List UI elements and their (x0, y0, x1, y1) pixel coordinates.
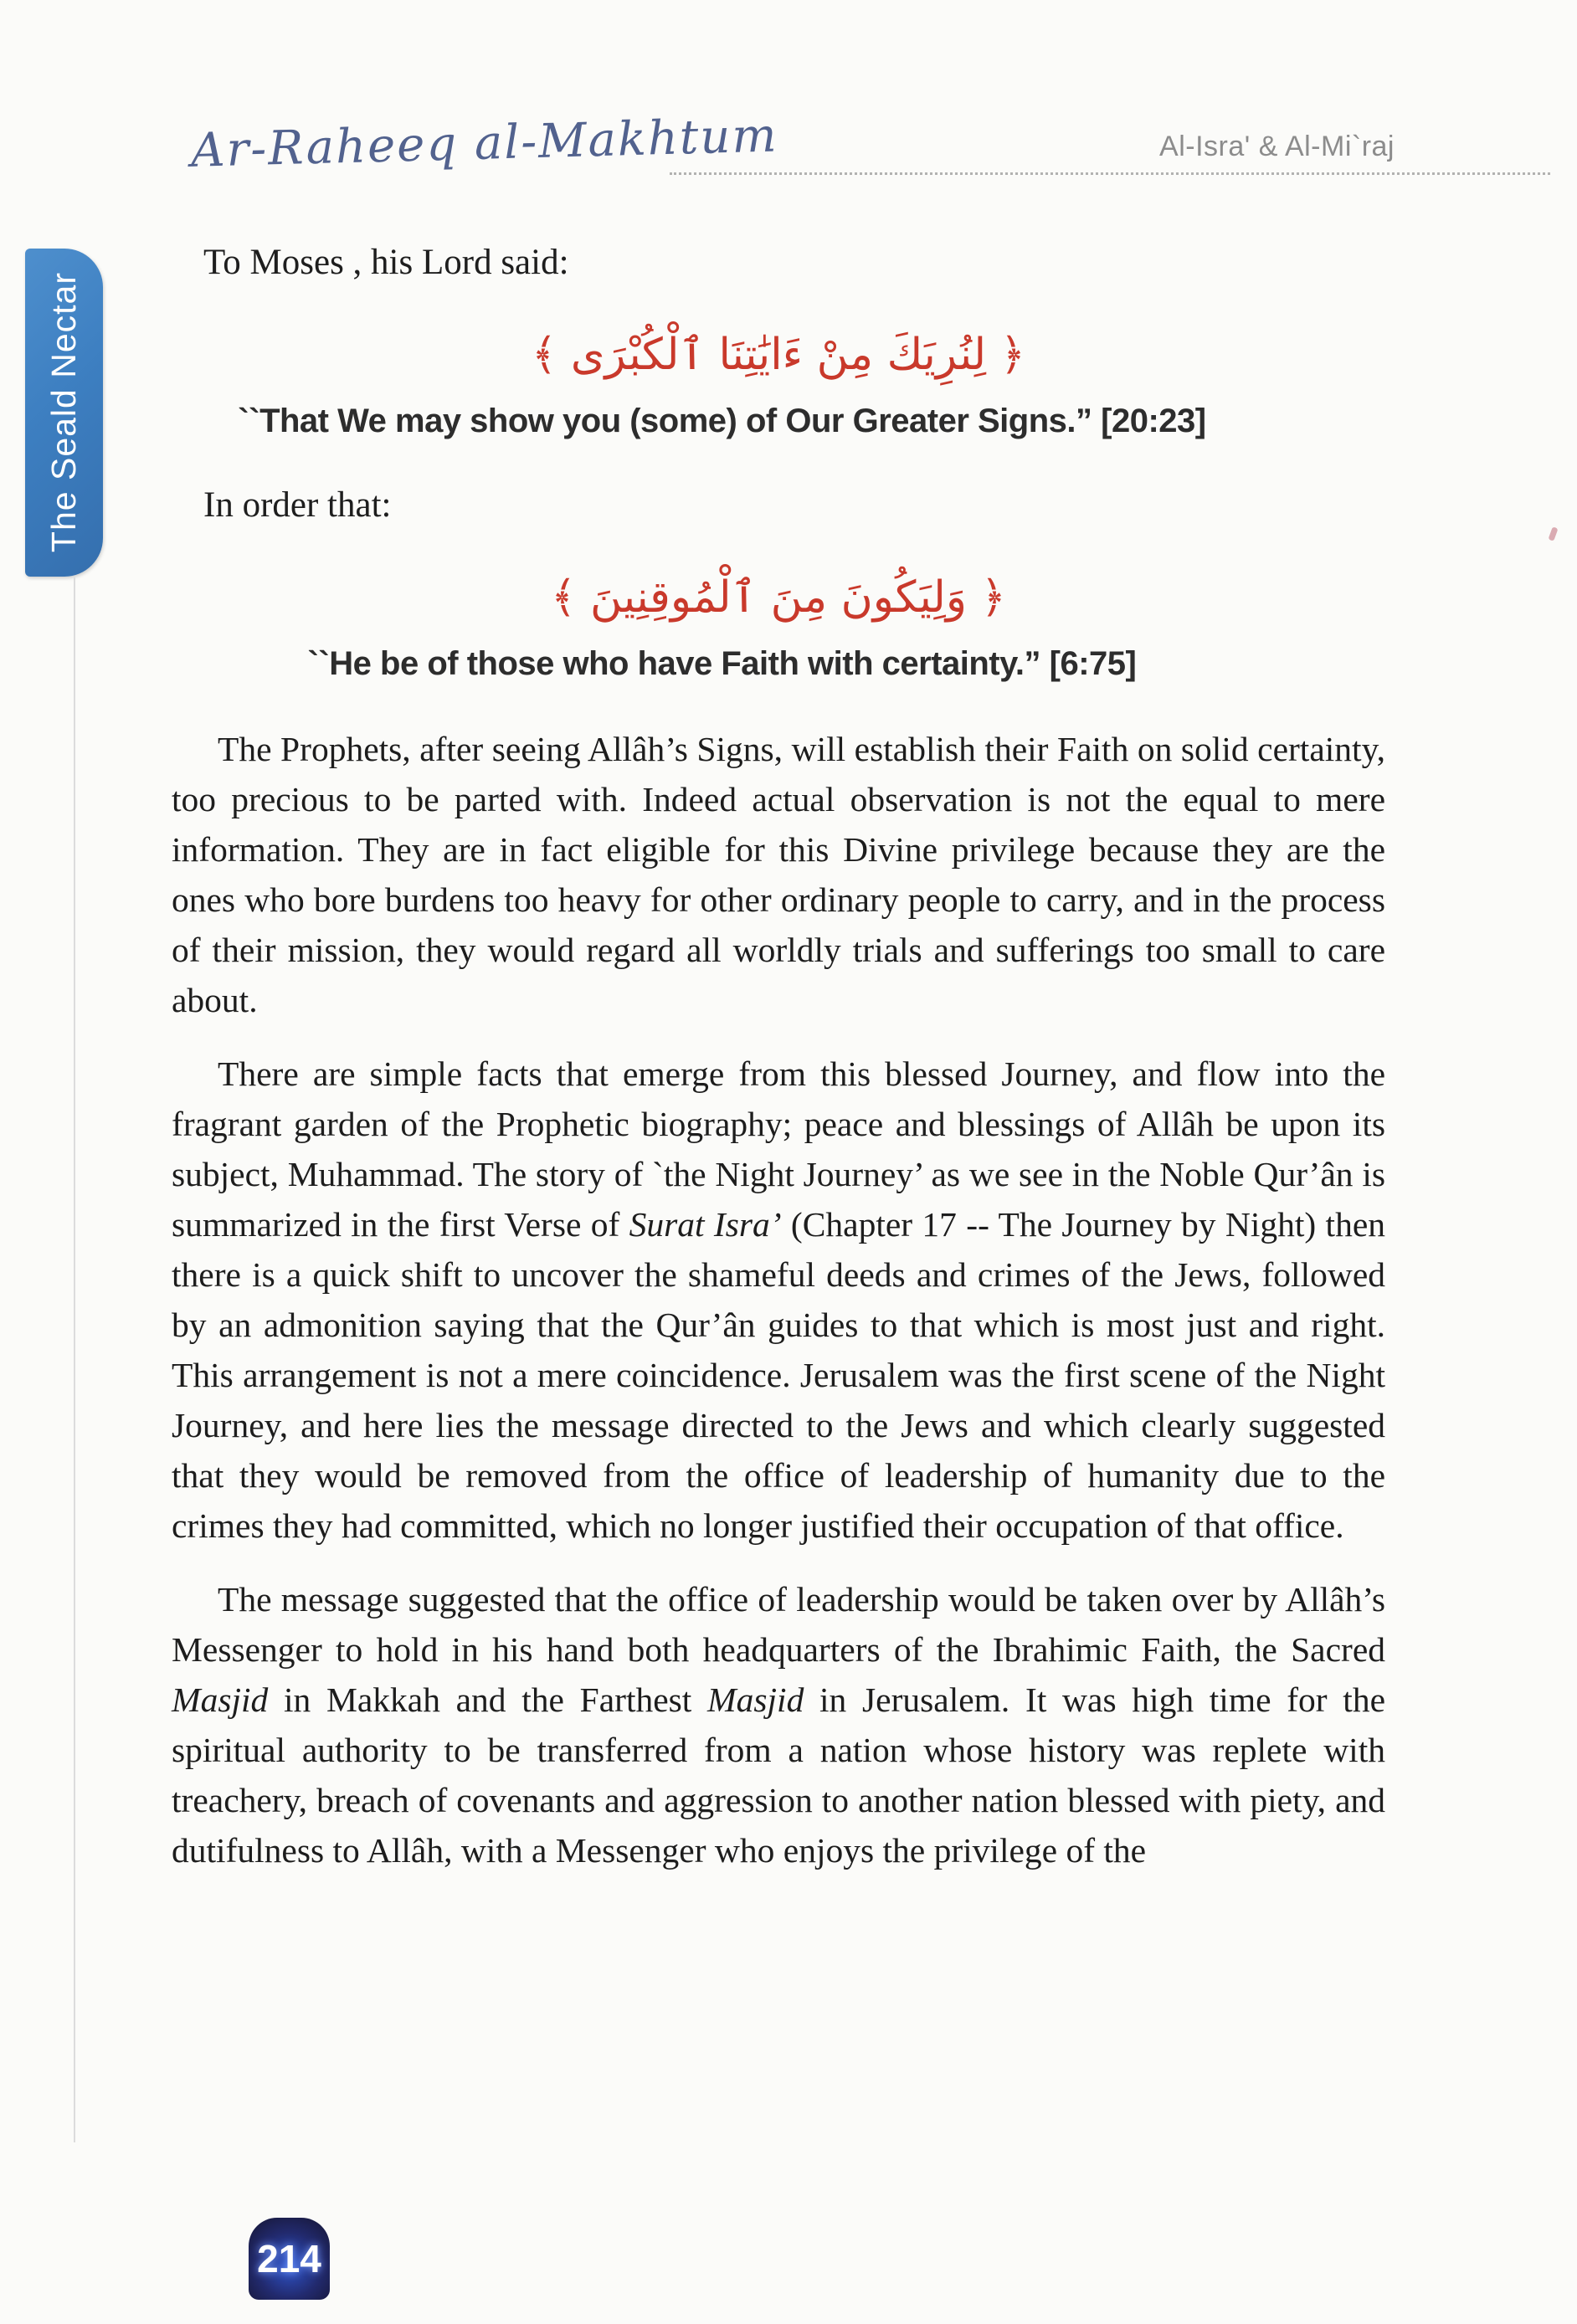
page-body (172, 239, 1385, 1875)
verse-1-arabic: ﴿ لِنُرِيَكَ مِنْ ءَايَٰتِنَا ٱلْكُبْرَى ﴾ (531, 330, 1026, 380)
paragraph-3: The message suggested that the office of leadership would be taken over by Allâh’s Messenger to hold in his hand both headquarters of the Ibrahimic Faith, the Sacred Masjid in Makkah and the Farthest Masjid in Jerusalem. It was high time for the spiritual authority to be transferred from a nation whose history was replete with treachery, breach of covenants and aggression to another nation blessed with piety, and dutifulness to Allâh, with a Messenger who enjoys the privilege of the (172, 1580, 1385, 1870)
scan-artifact (1548, 526, 1558, 541)
left-margin-line (74, 577, 75, 2142)
verse-2-arabic: ﴿ وَلِيَكُونَ مِنَ ٱلْمُوقِنِينَ ﴾ (551, 572, 1006, 623)
sidebar-tab (25, 249, 103, 577)
intro-line-1: To Moses , his Lord said: (203, 243, 569, 282)
verse-2-translation: ``He be of those who have Faith with certainty.” [6:75] (307, 645, 1137, 682)
paragraph-1: The Prophets, after seeing Allâh’s Signs, will establish their Faith on solid certainty, too precious to be parted with. Indeed actual observation is not the equal to mere information. They are in fact eligible for this Divine privilege because they are the ones who bore burdens too heavy for other ordinary people to carry, and in the process of their mission, they would regard all worldly trials and sufferings too small to care about. (172, 730, 1385, 1019)
sidebar-tab-label: The Seald Nectar (44, 272, 83, 553)
page-number: 214 (257, 2237, 321, 2280)
page-number-badge (249, 2218, 330, 2300)
verse-1-translation: ``That We may show you (some) of Our Greater Signs.” [20:23] (238, 403, 1206, 439)
intro-line-2: In order that: (203, 485, 392, 525)
chapter-title: Al-Isra' & Al-Mi`raj (1159, 131, 1395, 162)
paragraph-2: There are simple facts that emerge from this blessed Journey, and flow into the fragrant garden of the Prophetic biography; peace and blessings of Allâh be upon its subject, Muhammad. The story of `the Night Journey’ as we see in the Noble Qur’ân is summarized in the first Verse of Surat Isra’ (Chapter 17 -- The Journey by Night) then there is a quick shift to uncover the shameful deeds and crimes of the Jews, followed by an admonition saying that the Qur’ân guides to that which is most just and right. This arrangement is not a mere coincidence. Jerusalem was the first scene of the Night Journey, and here lies the message directed to the Jews and which clearly suggested that they would be removed from the office of leadership of humanity due to the crimes they had committed, which no longer justified their occupation of that office. (172, 1054, 1385, 1545)
header-dotted-line (670, 172, 1550, 175)
book-title-script: Ar-Raheeq al-Makhtum (190, 108, 779, 178)
